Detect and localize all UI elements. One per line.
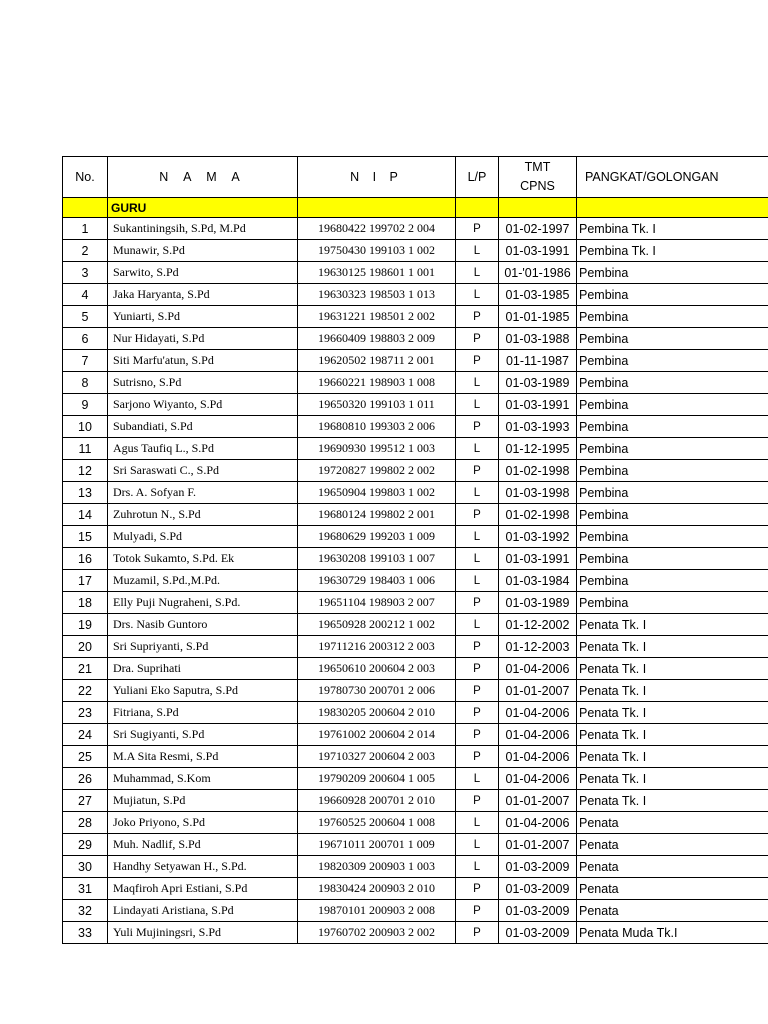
cell-tmt-cpns[interactable]: 01-04-2006: [499, 746, 577, 768]
cell-nama[interactable]: Jaka Haryanta, S.Pd: [108, 284, 298, 306]
cell-nama[interactable]: Dra. Suprihati: [108, 658, 298, 680]
cell-lp[interactable]: L: [456, 482, 499, 504]
cell-nip[interactable]: 19660928 200701 2 010: [298, 790, 456, 812]
cell-lp[interactable]: P: [456, 504, 499, 526]
cell-tmt-cpns[interactable]: 01-03-1998: [499, 482, 577, 504]
cell-lp[interactable]: L: [456, 570, 499, 592]
cell-lp[interactable]: L: [456, 856, 499, 878]
cell-pangkat[interactable]: Penata Tk. I: [577, 724, 768, 746]
cell-lp[interactable]: P: [456, 328, 499, 350]
cell-lp[interactable]: P: [456, 592, 499, 614]
cell-pangkat[interactable]: Pembina: [577, 592, 768, 614]
table-row: [63, 878, 768, 900]
cell-no[interactable]: 25: [63, 746, 108, 768]
cell-pangkat[interactable]: Pembina: [577, 570, 768, 592]
cell-nip[interactable]: 19830424 200903 2 010: [298, 878, 456, 900]
cell-tmt-cpns[interactable]: 01-02-1997: [499, 218, 577, 240]
header-tmt-line1: TMT: [524, 160, 551, 174]
cell-nama[interactable]: Agus Taufiq L., S.Pd: [108, 438, 298, 460]
cell-tmt-cpns[interactable]: 01-03-1993: [499, 416, 577, 438]
cell-pangkat[interactable]: Pembina: [577, 460, 768, 482]
cell-tmt-cpns[interactable]: 01-04-2006: [499, 702, 577, 724]
cell-tmt-cpns[interactable]: 01-03-1984: [499, 570, 577, 592]
cell-tmt-cpns[interactable]: 01-03-1991: [499, 240, 577, 262]
cell-pangkat[interactable]: Penata Tk. I: [577, 702, 768, 724]
header-row: [63, 157, 768, 198]
cell-no[interactable]: 18: [63, 592, 108, 614]
cell-lp[interactable]: P: [456, 702, 499, 724]
cell-pangkat[interactable]: Penata: [577, 856, 768, 878]
table-row: [63, 834, 768, 856]
cell-nip[interactable]: 19620502 198711 2 001: [298, 350, 456, 372]
group-cell-tmt[interactable]: [499, 198, 577, 218]
group-cell-nip[interactable]: [298, 198, 456, 218]
cell-nama[interactable]: M.A Sita Resmi, S.Pd: [108, 746, 298, 768]
group-cell-pangkat[interactable]: [577, 198, 768, 218]
cell-tmt-cpns[interactable]: 01-03-1989: [499, 592, 577, 614]
group-cell-lp[interactable]: [456, 198, 499, 218]
cell-pangkat[interactable]: Pembina Tk. I: [577, 218, 768, 240]
cell-lp[interactable]: P: [456, 724, 499, 746]
cell-nip[interactable]: 19680124 199802 2 001: [298, 504, 456, 526]
table-row: [63, 218, 768, 240]
cell-tmt-cpns[interactable]: 01-04-2006: [499, 724, 577, 746]
cell-tmt-cpns[interactable]: 01-03-2009: [499, 922, 577, 944]
cell-tmt-cpns[interactable]: 01-12-2002: [499, 614, 577, 636]
table-row: [63, 658, 768, 680]
cell-nama[interactable]: Drs. A. Sofyan F.: [108, 482, 298, 504]
cell-no[interactable]: 28: [63, 812, 108, 834]
cell-nama[interactable]: Totok Sukamto, S.Pd. Ek: [108, 548, 298, 570]
cell-pangkat[interactable]: Pembina: [577, 262, 768, 284]
cell-pangkat[interactable]: Pembina: [577, 372, 768, 394]
cell-no[interactable]: 24: [63, 724, 108, 746]
cell-nama[interactable]: Yuli Mujiningsri, S.Pd: [108, 922, 298, 944]
table-row: [63, 284, 768, 306]
cell-pangkat[interactable]: Penata Tk. I: [577, 636, 768, 658]
cell-pangkat[interactable]: Pembina: [577, 328, 768, 350]
cell-pangkat[interactable]: Pembina: [577, 416, 768, 438]
cell-nama[interactable]: Nur Hidayati, S.Pd: [108, 328, 298, 350]
header-no[interactable]: No.: [63, 157, 108, 198]
cell-pangkat[interactable]: Pembina: [577, 438, 768, 460]
cell-tmt-cpns[interactable]: 01-01-2007: [499, 834, 577, 856]
cell-tmt-cpns[interactable]: 01-03-1991: [499, 394, 577, 416]
cell-no[interactable]: 3: [63, 262, 108, 284]
table-row: [63, 548, 768, 570]
table-row: [63, 592, 768, 614]
cell-lp[interactable]: L: [456, 548, 499, 570]
table-row: [63, 702, 768, 724]
cell-lp[interactable]: L: [456, 284, 499, 306]
cell-pangkat[interactable]: Pembina: [577, 350, 768, 372]
cell-pangkat[interactable]: Pembina: [577, 548, 768, 570]
cell-no[interactable]: 23: [63, 702, 108, 724]
cell-nip[interactable]: 19870101 200903 2 008: [298, 900, 456, 922]
table-row: [63, 460, 768, 482]
cell-lp[interactable]: P: [456, 680, 499, 702]
cell-tmt-cpns[interactable]: 01-02-1998: [499, 460, 577, 482]
cell-pangkat[interactable]: Penata Tk. I: [577, 680, 768, 702]
cell-nama[interactable]: Lindayati Aristiana, S.Pd: [108, 900, 298, 922]
cell-pangkat[interactable]: Penata: [577, 812, 768, 834]
cell-no[interactable]: 32: [63, 900, 108, 922]
cell-tmt-cpns[interactable]: 01-04-2006: [499, 812, 577, 834]
header-pangkat[interactable]: PANGKAT/GOLONGAN: [577, 157, 768, 198]
cell-nip[interactable]: 19631221 198501 2 002: [298, 306, 456, 328]
cell-nama[interactable]: Zuhrotun N., S.Pd: [108, 504, 298, 526]
cell-nip[interactable]: 19660221 198903 1 008: [298, 372, 456, 394]
cell-tmt-cpns[interactable]: 01-04-2006: [499, 768, 577, 790]
cell-tmt-cpns[interactable]: 01-12-1995: [499, 438, 577, 460]
cell-nip[interactable]: 19711216 200312 2 003: [298, 636, 456, 658]
header-lp[interactable]: L/P: [456, 157, 499, 198]
cell-no[interactable]: 20: [63, 636, 108, 658]
cell-nama[interactable]: Sarjono Wiyanto, S.Pd: [108, 394, 298, 416]
cell-tmt-cpns[interactable]: 01-03-2009: [499, 900, 577, 922]
table-row: [63, 768, 768, 790]
table-row: [63, 790, 768, 812]
cell-pangkat[interactable]: Penata: [577, 900, 768, 922]
cell-pangkat[interactable]: Pembina: [577, 394, 768, 416]
cell-no[interactable]: 6: [63, 328, 108, 350]
cell-no[interactable]: 2: [63, 240, 108, 262]
cell-tmt-cpns[interactable]: 01-12-2003: [499, 636, 577, 658]
cell-pangkat[interactable]: Pembina Tk. I: [577, 240, 768, 262]
cell-no[interactable]: 17: [63, 570, 108, 592]
cell-no[interactable]: 16: [63, 548, 108, 570]
cell-no[interactable]: 8: [63, 372, 108, 394]
cell-tmt-cpns[interactable]: 01-11-1987: [499, 350, 577, 372]
cell-lp[interactable]: P: [456, 416, 499, 438]
cell-pangkat[interactable]: Penata: [577, 878, 768, 900]
cell-no[interactable]: 5: [63, 306, 108, 328]
cell-nip[interactable]: 19651104 198903 2 007: [298, 592, 456, 614]
cell-lp[interactable]: P: [456, 350, 499, 372]
cell-nama[interactable]: Sukantiningsih, S.Pd, M.Pd: [108, 218, 298, 240]
cell-no[interactable]: 14: [63, 504, 108, 526]
cell-nama[interactable]: Yuniarti, S.Pd: [108, 306, 298, 328]
cell-no[interactable]: 19: [63, 614, 108, 636]
cell-nip[interactable]: 19760702 200903 2 002: [298, 922, 456, 944]
table-row: [63, 416, 768, 438]
table-row: [63, 306, 768, 328]
cell-lp[interactable]: P: [456, 790, 499, 812]
cell-nama[interactable]: Elly Puji Nugraheni, S.Pd.: [108, 592, 298, 614]
cell-pangkat[interactable]: Pembina: [577, 504, 768, 526]
cell-nama[interactable]: Sarwito, S.Pd: [108, 262, 298, 284]
cell-tmt-cpns[interactable]: 01-03-1985: [499, 284, 577, 306]
cell-no[interactable]: 12: [63, 460, 108, 482]
table-row: [63, 680, 768, 702]
cell-lp[interactable]: P: [456, 900, 499, 922]
group-row-guru: [63, 198, 768, 218]
cell-nama[interactable]: Muhammad, S.Kom: [108, 768, 298, 790]
cell-tmt-cpns[interactable]: 01-04-2006: [499, 658, 577, 680]
cell-pangkat[interactable]: Penata Tk. I: [577, 746, 768, 768]
cell-no[interactable]: 22: [63, 680, 108, 702]
cell-tmt-cpns[interactable]: 01-01-2007: [499, 680, 577, 702]
table-row: [63, 636, 768, 658]
cell-pangkat[interactable]: Penata Tk. I: [577, 658, 768, 680]
cell-no[interactable]: 27: [63, 790, 108, 812]
table-row: [63, 570, 768, 592]
cell-lp[interactable]: L: [456, 394, 499, 416]
cell-no[interactable]: 1: [63, 218, 108, 240]
table-row: [63, 922, 768, 944]
table-row: [63, 350, 768, 372]
header-tmt-line2: CPNS: [520, 179, 555, 193]
cell-lp[interactable]: P: [456, 658, 499, 680]
group-cell-no[interactable]: [63, 198, 108, 218]
cell-nip[interactable]: 19680422 199702 2 004: [298, 218, 456, 240]
table-row: [63, 812, 768, 834]
cell-tmt-cpns[interactable]: 01-03-1989: [499, 372, 577, 394]
cell-nip[interactable]: 19761002 200604 2 014: [298, 724, 456, 746]
cell-lp[interactable]: P: [456, 460, 499, 482]
cell-nip[interactable]: 19630208 199103 1 007: [298, 548, 456, 570]
table-row: [63, 614, 768, 636]
table-row: [63, 328, 768, 350]
cell-pangkat[interactable]: Pembina: [577, 306, 768, 328]
cell-lp[interactable]: P: [456, 636, 499, 658]
table-row: [63, 262, 768, 284]
cell-pangkat[interactable]: Pembina: [577, 284, 768, 306]
cell-tmt-cpns[interactable]: 01-02-1998: [499, 504, 577, 526]
cell-nip[interactable]: 19690930 199512 1 003: [298, 438, 456, 460]
table-row: [63, 482, 768, 504]
cell-no[interactable]: 9: [63, 394, 108, 416]
group-label[interactable]: GURU: [108, 198, 298, 218]
cell-lp[interactable]: L: [456, 614, 499, 636]
cell-nip[interactable]: 19780730 200701 2 006: [298, 680, 456, 702]
cell-pangkat[interactable]: Pembina: [577, 482, 768, 504]
cell-nip[interactable]: 19750430 199103 1 002: [298, 240, 456, 262]
cell-tmt-cpns[interactable]: 01-03-1992: [499, 526, 577, 548]
table-row: [63, 504, 768, 526]
cell-nip[interactable]: 19650904 199803 1 002: [298, 482, 456, 504]
table-row: [63, 372, 768, 394]
cell-tmt-cpns[interactable]: 01-03-1991: [499, 548, 577, 570]
cell-nip[interactable]: 19830205 200604 2 010: [298, 702, 456, 724]
cell-nama[interactable]: Drs. Nasib Guntoro: [108, 614, 298, 636]
cell-nip[interactable]: 19680629 199203 1 009: [298, 526, 456, 548]
cell-nama[interactable]: Fitriana, S.Pd: [108, 702, 298, 724]
cell-nip[interactable]: 19680810 199303 2 006: [298, 416, 456, 438]
spreadsheet-area: [62, 156, 768, 944]
cell-tmt-cpns[interactable]: 01-03-2009: [499, 878, 577, 900]
cell-nip[interactable]: 19671011 200701 1 009: [298, 834, 456, 856]
cell-lp[interactable]: P: [456, 306, 499, 328]
cell-pangkat[interactable]: Penata Tk. I: [577, 790, 768, 812]
cell-nama[interactable]: Handhy Setyawan H., S.Pd.: [108, 856, 298, 878]
cell-no[interactable]: 15: [63, 526, 108, 548]
header-tmt-cpns[interactable]: [499, 157, 577, 198]
cell-no[interactable]: 7: [63, 350, 108, 372]
cell-lp[interactable]: P: [456, 878, 499, 900]
cell-pangkat[interactable]: Penata Muda Tk.I: [577, 922, 768, 944]
cell-no[interactable]: 11: [63, 438, 108, 460]
cell-pangkat[interactable]: Penata: [577, 834, 768, 856]
cell-nip[interactable]: 19820309 200903 1 003: [298, 856, 456, 878]
cell-lp[interactable]: L: [456, 438, 499, 460]
cell-no[interactable]: 26: [63, 768, 108, 790]
table-row: [63, 900, 768, 922]
cell-no[interactable]: 29: [63, 834, 108, 856]
cell-lp[interactable]: P: [456, 922, 499, 944]
employee-table: [62, 156, 768, 944]
table-row: [63, 240, 768, 262]
cell-nama[interactable]: Sri Supriyanti, S.Pd: [108, 636, 298, 658]
cell-nip[interactable]: 19630323 198503 1 013: [298, 284, 456, 306]
cell-nip[interactable]: 19630729 198403 1 006: [298, 570, 456, 592]
cell-no[interactable]: 4: [63, 284, 108, 306]
cell-nama[interactable]: Munawir, S.Pd: [108, 240, 298, 262]
cell-nip[interactable]: 19760525 200604 1 008: [298, 812, 456, 834]
cell-nama[interactable]: Sri Saraswati C., S.Pd: [108, 460, 298, 482]
table-row: [63, 724, 768, 746]
header-nip[interactable]: N I P: [298, 157, 456, 198]
cell-nip[interactable]: 19660409 198803 2 009: [298, 328, 456, 350]
cell-pangkat[interactable]: Penata Tk. I: [577, 614, 768, 636]
cell-tmt-cpns[interactable]: 01-01-2007: [499, 790, 577, 812]
cell-nip[interactable]: 19710327 200604 2 003: [298, 746, 456, 768]
table-row: [63, 394, 768, 416]
cell-pangkat[interactable]: Pembina: [577, 526, 768, 548]
cell-nama[interactable]: Joko Priyono, S.Pd: [108, 812, 298, 834]
cell-nip[interactable]: 19720827 199802 2 002: [298, 460, 456, 482]
cell-nama[interactable]: Yuliani Eko Saputra, S.Pd: [108, 680, 298, 702]
table-row: [63, 526, 768, 548]
cell-no[interactable]: 21: [63, 658, 108, 680]
cell-no[interactable]: 31: [63, 878, 108, 900]
cell-tmt-cpns[interactable]: 01-03-1988: [499, 328, 577, 350]
cell-nip[interactable]: 19650610 200604 2 003: [298, 658, 456, 680]
cell-lp[interactable]: L: [456, 240, 499, 262]
cell-nip[interactable]: 19790209 200604 1 005: [298, 768, 456, 790]
cell-lp[interactable]: L: [456, 812, 499, 834]
cell-tmt-cpns[interactable]: 01-01-1985: [499, 306, 577, 328]
cell-nip[interactable]: 19650320 199103 1 011: [298, 394, 456, 416]
table-row: [63, 856, 768, 878]
cell-nama[interactable]: Mujiatun, S.Pd: [108, 790, 298, 812]
cell-pangkat[interactable]: Penata Tk. I: [577, 768, 768, 790]
cell-tmt-cpns[interactable]: 01-03-2009: [499, 856, 577, 878]
cell-lp[interactable]: L: [456, 526, 499, 548]
cell-nip[interactable]: 19630125 198601 1 001: [298, 262, 456, 284]
cell-nama[interactable]: Maqfiroh Apri Estiani, S.Pd: [108, 878, 298, 900]
cell-tmt-cpns[interactable]: 01-'01-1986: [499, 262, 577, 284]
cell-nama[interactable]: Muh. Nadlif, S.Pd: [108, 834, 298, 856]
cell-nama[interactable]: Muzamil, S.Pd.,M.Pd.: [108, 570, 298, 592]
cell-nama[interactable]: Sutrisno, S.Pd: [108, 372, 298, 394]
cell-lp[interactable]: L: [456, 834, 499, 856]
cell-lp[interactable]: L: [456, 768, 499, 790]
cell-nama[interactable]: Siti Marfu'atun, S.Pd: [108, 350, 298, 372]
cell-lp[interactable]: P: [456, 218, 499, 240]
cell-nip[interactable]: 19650928 200212 1 002: [298, 614, 456, 636]
cell-nama[interactable]: Sri Sugiyanti, S.Pd: [108, 724, 298, 746]
table-row: [63, 746, 768, 768]
cell-no[interactable]: 13: [63, 482, 108, 504]
header-nama[interactable]: N A M A: [108, 157, 298, 198]
cell-nama[interactable]: Subandiati, S.Pd: [108, 416, 298, 438]
cell-lp[interactable]: P: [456, 746, 499, 768]
cell-no[interactable]: 33: [63, 922, 108, 944]
cell-no[interactable]: 30: [63, 856, 108, 878]
cell-lp[interactable]: L: [456, 372, 499, 394]
cell-lp[interactable]: L: [456, 262, 499, 284]
cell-nama[interactable]: Mulyadi, S.Pd: [108, 526, 298, 548]
cell-no[interactable]: 10: [63, 416, 108, 438]
table-row: [63, 438, 768, 460]
